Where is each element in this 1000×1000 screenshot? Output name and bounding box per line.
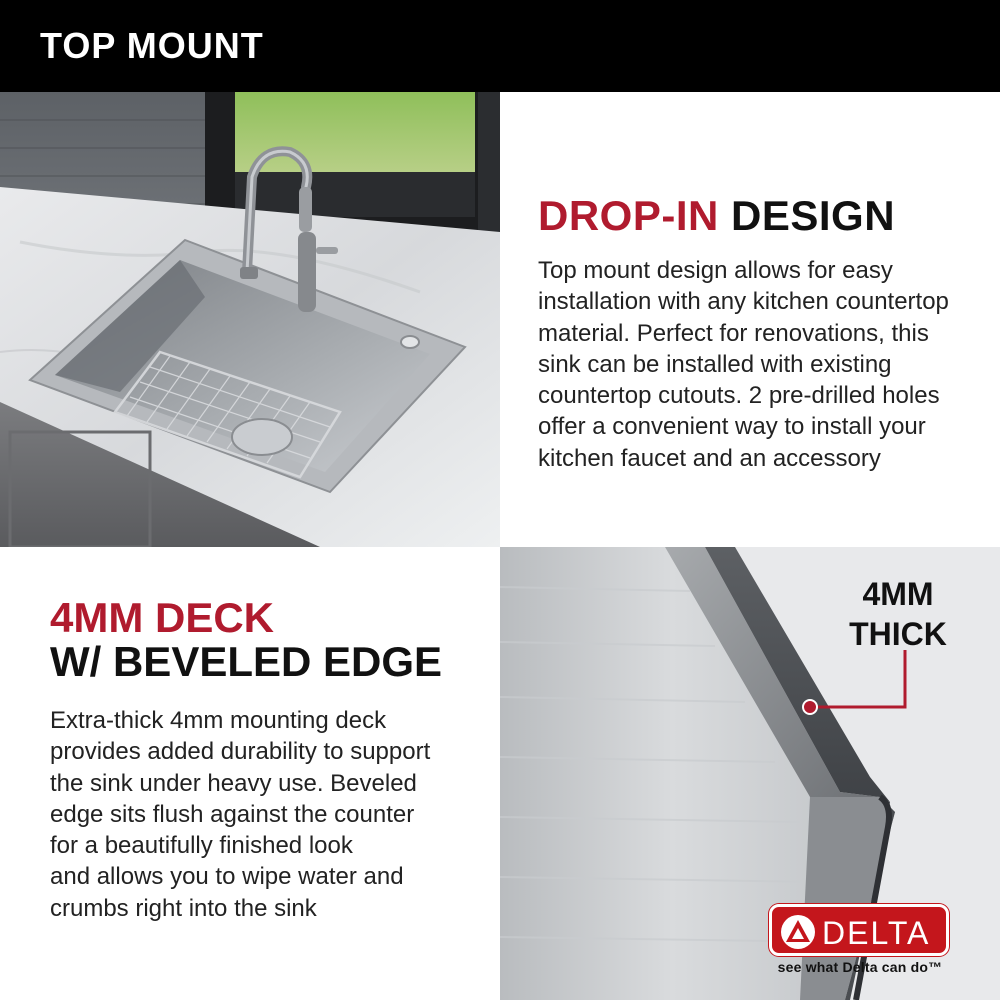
drop-in-description bbox=[538, 255, 978, 474]
delta-logo-icon bbox=[780, 914, 816, 950]
deck-heading-line2: W/ BEVELED EDGE bbox=[50, 638, 443, 685]
delta-brand-name: DELTA bbox=[822, 915, 931, 951]
description-line: edge sits flush against the counter bbox=[50, 800, 415, 828]
description-line: provides added durability to support bbox=[50, 738, 431, 766]
delta-logo bbox=[769, 904, 949, 956]
thickness-callout bbox=[848, 574, 948, 654]
description-line: material. Perfect for renovations, this bbox=[538, 319, 929, 347]
description-line: the sink under heavy use. Beveled bbox=[50, 769, 417, 797]
deck-description bbox=[50, 705, 480, 924]
delta-tagline: see what Delta can do™ bbox=[777, 959, 943, 975]
drop-in-heading-accent: DROP-IN bbox=[538, 192, 719, 239]
header-bar bbox=[0, 0, 1000, 92]
description-line: sink can be installed with existing bbox=[538, 350, 892, 378]
description-line: offer a convenient way to install your bbox=[538, 413, 926, 441]
description-line: Extra-thick 4mm mounting deck bbox=[50, 707, 387, 734]
drop-in-heading bbox=[538, 190, 895, 242]
description-line: Top mount design allows for easy bbox=[538, 257, 893, 284]
description-line: kitchen faucet and an accessory bbox=[538, 444, 881, 472]
drop-in-heading-rest: DESIGN bbox=[731, 192, 896, 239]
page-title: TOP MOUNT bbox=[40, 25, 264, 66]
thickness-callout-line2: THICK bbox=[849, 616, 947, 652]
description-line: countertop cutouts. 2 pre-drilled holes bbox=[538, 382, 940, 410]
thickness-callout-line1: 4MM bbox=[862, 576, 934, 612]
kitchen-sink-illustration bbox=[0, 92, 500, 547]
deck-heading-line1: 4MM DECK bbox=[50, 594, 275, 641]
description-line: and allows you to wipe water and bbox=[50, 863, 404, 891]
description-line: crumbs right into the sink bbox=[50, 894, 317, 922]
kitchen-sink-photo bbox=[0, 92, 500, 547]
description-line: installation with any kitchen countertop bbox=[538, 288, 949, 316]
description-line: for a beautifully finished look bbox=[50, 832, 353, 860]
